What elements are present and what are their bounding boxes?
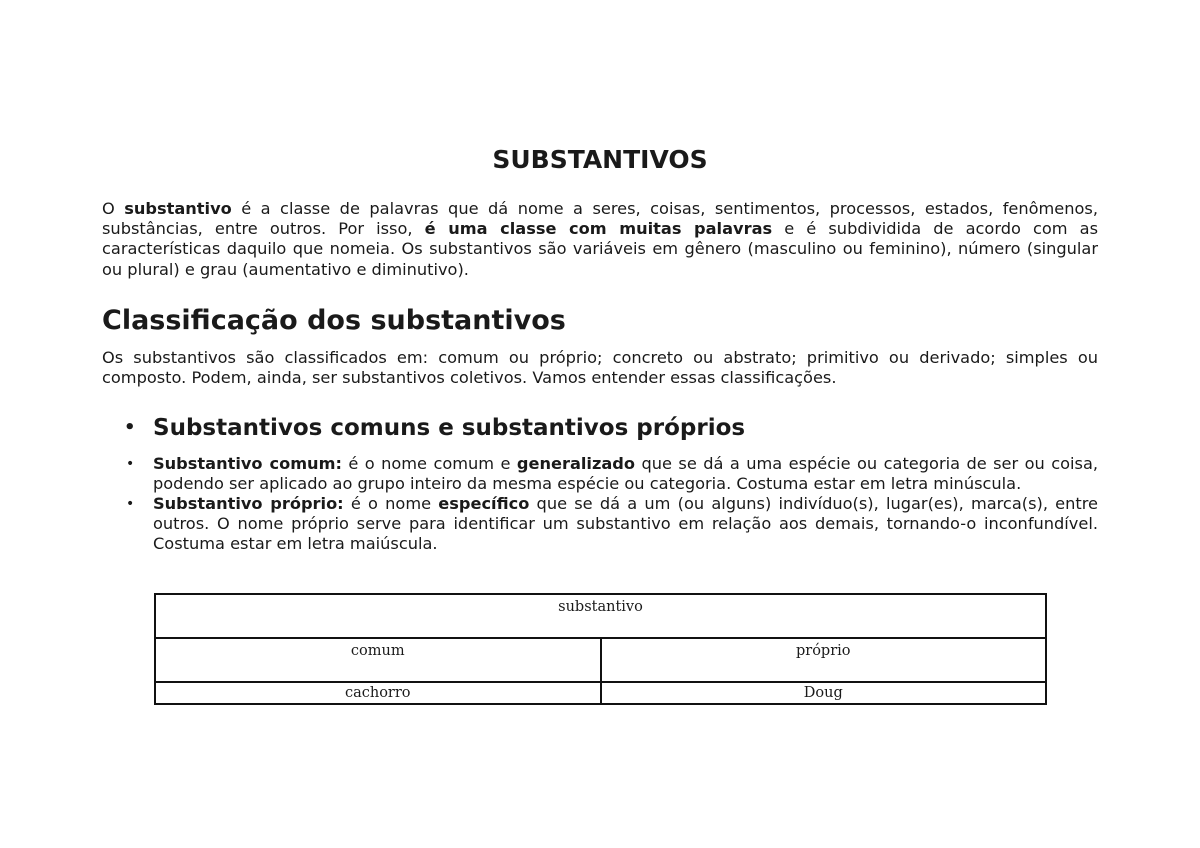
item-text-post: que se dá a um (ou alguns) indivíduo(s), lugar(es), marca(s), entre outros. O nome próprio serve para identificar um substantivo em relação aos demais, tornando-o inconfundível. Costuma estar em letra maiúscula. — [153, 494, 1098, 553]
table-subheader-row — [155, 638, 1046, 682]
intro-text-mid: é a classe de palavras que dá nome a seres, coisas, sentimentos, processos, estados, fenômenos, substâncias, entre outros. Por isso, — [102, 199, 1098, 239]
item-label: Substantivo próprio: — [153, 494, 344, 513]
bullet-icon: • — [126, 456, 135, 472]
table-cell-proprio: próprio — [601, 638, 1047, 682]
table-cell: cachorro — [155, 682, 601, 704]
classification-heading: Classificação dos substantivos — [102, 305, 566, 336]
bullet-icon: • — [126, 496, 135, 512]
intro-text-end: e é subdividida de acordo com as características daquilo que nomeia. Os substantivos são variáveis em gênero (masculino ou feminino), número (singular ou plural) e grau (aumentativo e diminutivo). — [102, 219, 1099, 279]
intro-bold-phrase: é uma classe com muitas palavras — [424, 219, 773, 239]
list-item — [124, 494, 1098, 554]
classification-paragraph: Os substantivos são classificados em: comum ou próprio; concreto ou abstrato; primitivo ou derivado; simples ou composto. Podem, ainda, ser substantivos coletivos. Vamos entender essas classificações. — [102, 348, 1098, 388]
item-label: Substantivo comum: — [153, 454, 342, 473]
table-row — [155, 682, 1046, 704]
table-cell: Doug — [601, 682, 1047, 704]
intro-bold-term: substantivo — [124, 199, 232, 218]
page-title: SUBSTANTIVOS — [492, 145, 708, 174]
definition-list — [124, 454, 1098, 554]
item-bold-term: específico — [438, 494, 530, 513]
intro-paragraph — [102, 199, 1098, 280]
subsection-heading — [124, 413, 745, 443]
bullet-icon: • — [124, 417, 136, 438]
table-cell-comum: comum — [155, 638, 601, 682]
table-header-cell: substantivo — [155, 594, 1046, 638]
item-text-post: que se dá a uma espécie ou categoria de ser ou coisa, podendo ser aplicado ao grupo inteiro da mesma espécie ou categoria. Costuma estar em letra minúscula. — [153, 454, 1099, 493]
noun-table — [154, 593, 1047, 705]
item-bold-term: generalizado — [516, 454, 636, 473]
item-text-pre: é o nome comum e — [341, 454, 517, 473]
list-item — [124, 454, 1098, 494]
subsection-heading-text: Substantivos comuns e substantivos próprios — [153, 415, 746, 441]
intro-text-start: O — [102, 199, 125, 218]
item-text-pre: é o nome — [343, 494, 439, 513]
table-header-row — [155, 594, 1046, 638]
